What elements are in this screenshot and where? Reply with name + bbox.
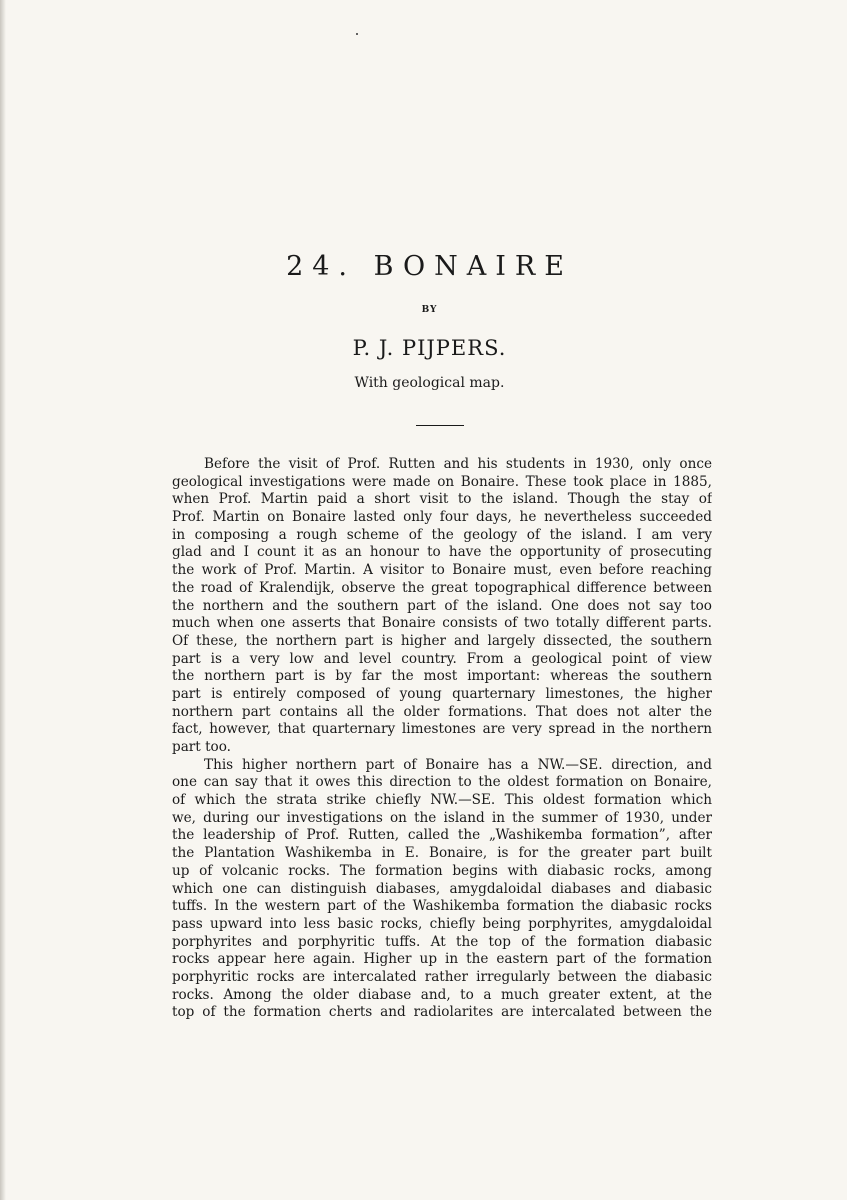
page-edge-shadow <box>0 0 6 1200</box>
text-line: northern part contains all the older formations. That does not alter the <box>172 703 712 720</box>
text-line: the road of Kralendijk, observe the great topographical difference between <box>172 579 712 596</box>
text-line: porphyritic rocks are intercalated rather irregularly between the diabasic <box>172 968 712 985</box>
byline-label: BY <box>421 305 438 315</box>
text-line: the work of Prof. Martin. A visitor to Bonaire must, even before reaching <box>172 562 712 579</box>
text-line: fact, however, that quarternary limestones are very spread in the northern <box>172 721 712 738</box>
scan-speck <box>356 33 358 35</box>
article-subtitle: With geological map. <box>354 375 505 391</box>
text-line: Before the visit of Prof. Rutten and his students in 1930, only once <box>204 456 712 472</box>
text-line: part is entirely composed of young quarternary limestones, the higher <box>172 685 712 702</box>
text-line: the northern and the southern part of the island. One does not say too <box>172 597 712 614</box>
text-line: the Plantation Washikemba in E. Bonaire, is for the greater part built <box>172 845 712 862</box>
text-line: we, during our investigations on the island in the summer of 1930, under <box>172 809 712 826</box>
text-line: rocks appear here again. Higher up in the eastern part of the formation <box>172 951 712 968</box>
text-line: when Prof. Martin paid a short visit to the island. Though the stay of <box>172 491 712 508</box>
text-line: one can say that it owes this direction to the oldest formation on Bonaire, <box>172 774 712 791</box>
author-name: P. J. PIJPERS. <box>352 336 507 360</box>
text-line: Of these, the northern part is higher and largely dissected, the southern <box>172 632 712 649</box>
text-line: of which the strata strike chiefly NW.—SE. This oldest formation which <box>172 792 712 809</box>
text-line: tuffs. In the western part of the Washikemba formation the diabasic rocks <box>172 898 712 915</box>
text-line: glad and I count it as an honour to have the opportunity of prosecuting <box>172 544 712 561</box>
text-line: geological investigations were made on Bonaire. These took place in 1885, <box>172 473 712 490</box>
text-line: Prof. Martin on Bonaire lasted only four days, he nevertheless succeeded <box>172 509 712 526</box>
title-rule <box>416 425 464 426</box>
text-line: This higher northern part of Bonaire has a NW.—SE. direction, and <box>204 756 712 773</box>
article-title: 24. BONAIRE <box>286 251 573 282</box>
text-line: pass upward into less basic rocks, chiefly being porphyrites, amygdaloidal <box>172 915 712 932</box>
text-line: up of volcanic rocks. The formation begins with diabasic rocks, among <box>172 862 712 879</box>
text-line: rocks. Among the older diabase and, to a much greater extent, at the <box>172 986 712 1003</box>
text-line: top of the formation cherts and radiolarites are intercalated between the <box>172 1004 712 1021</box>
text-line: much when one asserts that Bonaire consists of two totally different parts. <box>172 615 712 632</box>
text-line: in composing a rough scheme of the geology of the island. I am very <box>172 526 712 543</box>
text-line: part is a very low and level country. From a geological point of view <box>172 650 712 667</box>
text-line: part too. <box>172 739 232 755</box>
body-text <box>172 456 712 1022</box>
text-line: the leadership of Prof. Rutten, called the „Washikemba formation”, after <box>172 827 712 844</box>
text-line: porphyrites and porphyritic tuffs. At the top of the formation diabasic <box>172 933 712 950</box>
text-line: which one can distinguish diabases, amygdaloidal diabases and diabasic <box>172 880 712 897</box>
text-line: the northern part is by far the most important: whereas the southern <box>172 668 712 685</box>
